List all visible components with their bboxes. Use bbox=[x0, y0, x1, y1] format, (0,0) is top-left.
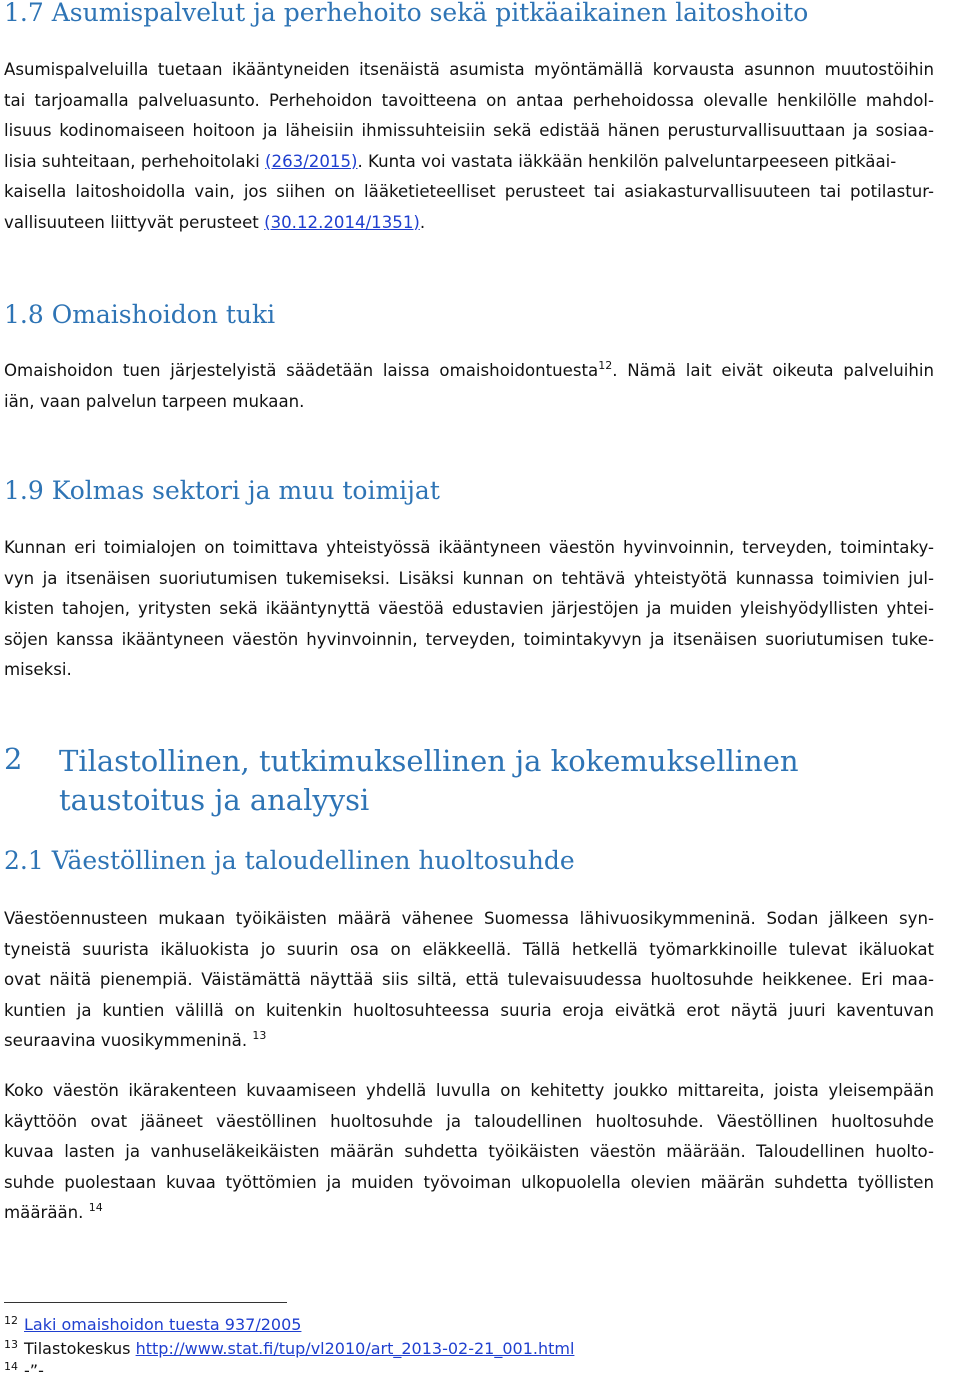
text-line: lisia suhteitaan, perhehoitolaki (263/2015). Kunta voi vastata iäkkään henkilön palveluntarpeeseen pitkäai- bbox=[4, 151, 897, 171]
text-line: tai tarjoamalla palveluasunto. Perhehoidon tavoitteena on antaa perhehoidossa olevalle henkilölle mahdol- bbox=[4, 90, 934, 110]
section-heading-1-7: 1.7 Asumispalvelut ja perhehoito sekä pitkäaikainen laitoshoito bbox=[4, 0, 809, 27]
footnote-link-law[interactable]: Laki omaishoidon tuesta 937/2005 bbox=[24, 1315, 302, 1334]
footnote-link-stat[interactable]: http://www.stat.fi/tup/vl2010/art_2013-02-21_001.html bbox=[135, 1339, 575, 1358]
footnote-14: $^{14}$ -”- bbox=[4, 1360, 44, 1380]
text-line: kuvaa lasten ja vanhuseläkeikäisten määrän suhdetta työikäisten väestön määrään. Taloudellinen huolto- bbox=[4, 1142, 934, 1161]
law-link-30-12-2014-1351[interactable]: (30.12.2014/1351) bbox=[264, 212, 420, 232]
text-line: määrään. $^{14}$ bbox=[4, 1201, 103, 1222]
footnote-ref-13[interactable]: 13 bbox=[252, 1029, 267, 1042]
text-line: vyn ja itsenäisen suoriutumisen tukemiseksi. Lisäksi kunnan on tehtävä yhteistyötä kunnassa toimivien jul- bbox=[4, 568, 934, 588]
footnote-mark: 14 bbox=[4, 1360, 18, 1373]
text-line: Väestöennusteen mukaan työikäisten määrä vähenee Suomessa lähivuosikymmeninä. Sodan jälkeen syn- bbox=[4, 909, 934, 928]
section-heading-2-1: 2.1 Väestöllinen ja taloudellinen huoltosuhde bbox=[4, 846, 575, 875]
chapter-title: Tilastollinen, tutkimuksellinen ja kokemuksellinen taustoitus ja analyysi bbox=[59, 744, 799, 817]
law-link-263-2015[interactable]: (263/2015) bbox=[265, 151, 358, 171]
paragraph-1-7 bbox=[4, 55, 934, 238]
paragraph-2-1-b bbox=[4, 1076, 934, 1229]
chapter-number: 2 bbox=[4, 742, 23, 776]
section-heading-1-9: 1.9 Kolmas sektori ja muu toimijat bbox=[4, 476, 440, 505]
text-line: kisten tahojen, yritysten sekä ikääntynyttä väestöä edustavien järjestöjen ja muiden yleishyödyllisten yhtei- bbox=[4, 599, 934, 618]
text-line: Koko väestön ikärakenteen kuvaamiseen yhdellä luvulla on kehitetty joukko mittareita, joista yleisempään bbox=[4, 1081, 934, 1100]
footnote-12 bbox=[4, 1314, 301, 1334]
footnote-mark: 13 bbox=[4, 1338, 18, 1351]
text-line: tyneistä suurista ikäluokista jo suurin osa on eläkkeellä. Tällä hetkellä työmarkkinoille tulevat ikäluokat bbox=[4, 939, 934, 959]
text-line: miseksi. bbox=[4, 660, 72, 679]
text-line: ovat näitä pienempiä. Väistämättä näyttää siis siltä, että tulevaisuudessa huoltosuhde heikkenee. Eri maa- bbox=[4, 970, 934, 989]
text-line: kuntien ja kuntien välillä on kuitenkin huoltosuhteessa suuria eroja eivätkä erot näytä juuri kaventuvan bbox=[4, 1000, 934, 1020]
footnote-ref-14[interactable]: 14 bbox=[88, 1201, 103, 1214]
footnote-mark: 12 bbox=[4, 1314, 18, 1327]
text-line: lisuus kodinomaiseen hoitoon ja läheisiin ihmissuhteisiin sekä edistää hänen perusturvallisuuttaan ja sosiaa- bbox=[4, 121, 934, 140]
paragraph-2-1-a bbox=[4, 904, 934, 1057]
text-line: kaisella laitoshoidolla vain, jos siihen on lääketieteelliset perusteet tai asiakasturvallisuuteen tai potilastur- bbox=[4, 182, 934, 201]
footnote-separator bbox=[4, 1302, 287, 1303]
text-line: Asumispalveluilla tuetaan ikääntyneiden itsenäistä asumista myöntämällä korvausta asunnon muutostöihin bbox=[4, 60, 934, 79]
text-line: Kunnan eri toimialojen on toimittava yhteistyössä ikääntyneen väestön hyvinvoinnin, terveyden, toimintaky- bbox=[4, 538, 934, 557]
text-line: käyttöön ovat jääneet väestöllinen huoltosuhde ja taloudellinen huoltosuhde. Väestöllinen huoltosuhde bbox=[4, 1111, 934, 1131]
text-line: söjen kanssa ikääntyneen väestön hyvinvoinnin, terveyden, toimintakyvyn ja itsenäisen suoriutumisen tuke- bbox=[4, 629, 934, 649]
text-line: vallisuuteen liittyvät perusteet (30.12.2014/1351). bbox=[4, 212, 426, 232]
paragraph-1-8 bbox=[4, 356, 934, 417]
footnote-ref-12[interactable]: 12 bbox=[598, 359, 613, 372]
paragraph-1-9 bbox=[4, 533, 934, 686]
text-line: Omaishoidon tuen järjestelyistä säädetään laissa omaishoidontuesta$^{12}$. Nämä lait eivät oikeuta palveluihin bbox=[4, 359, 934, 380]
footnote-13: $^{13}$ Tilastokeskus http://www.stat.fi/tup/vl2010/art_2013-02-21_001.html bbox=[4, 1338, 575, 1358]
text-line: seuraavina vuosikymmeninä. $^{13}$ bbox=[4, 1029, 267, 1050]
text-line: iän, vaan palvelun tarpeen mukaan. bbox=[4, 391, 305, 411]
text-line: suhde puolestaan kuvaa työttömien ja muiden työvoiman ulkopuolella olevien määrän suhdetta työllisten bbox=[4, 1172, 934, 1192]
section-heading-1-8: 1.8 Omaishoidon tuki bbox=[4, 300, 276, 329]
